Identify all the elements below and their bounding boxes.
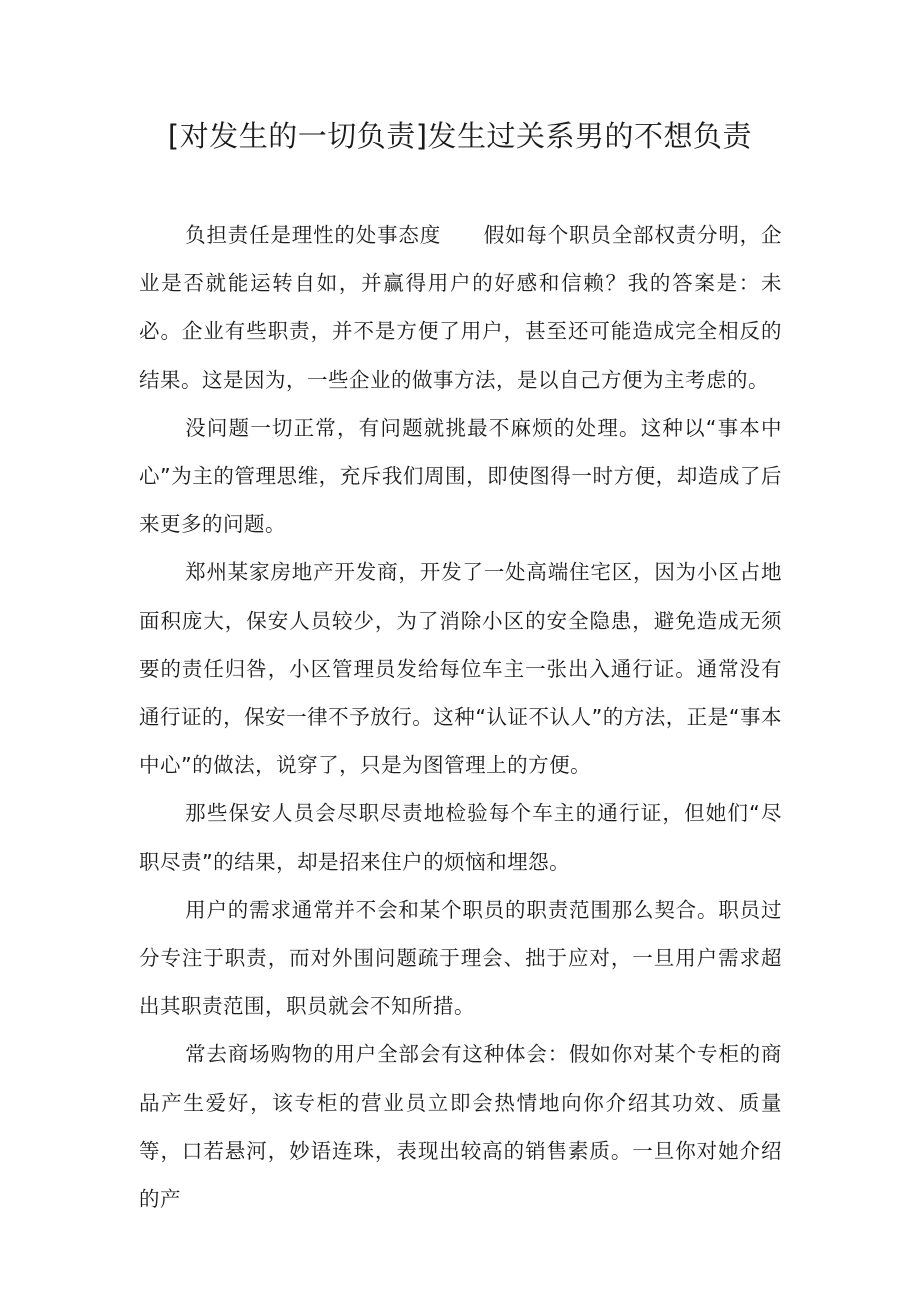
paragraph: 那些保安人员会尽职尽责地检验每个车主的通行证，但她们“尽职尽责”的结果，却是招来住户的烦恼和埋怨。	[139, 801, 782, 874]
paragraph: 没问题一切正常，有问题就挑最不麻烦的处理。这种以“事本中心”为主的管理思维，充斥我们周围，即使图得一时方便，却造成了后来更多的问题。	[139, 415, 782, 537]
paragraph: 用户的需求通常并不会和某个职员的职责范围那么契合。职员过分专注于职责，而对外围问题疏于理会、拙于应对，一旦用户需求超出其职责范围，职员就会不知所措。	[139, 897, 782, 1019]
paragraph: 负担责任是理性的处事态度 假如每个职员全部权责分明，企业是否就能运转自如，并赢得用户的好感和信赖？我的答案是：未必。企业有些职责，并不是方便了用户，甚至还可能造成完全相反的结果。这是因为，一些企业的做事方法，是以自己方便为主考虑的。	[139, 223, 782, 392]
paragraph: 郑州某家房地产开发商，开发了一处高端住宅区，因为小区占地面积庞大，保安人员较少，为了消除小区的安全隐患，避免造成无须要的责任归咎，小区管理员发给每位车主一张出入通行证。通常没有通行证的，保安一律不予放行。这种“认证不认人”的方法，正是“事本中心”的做法，说穿了，只是为图管理上的方便。	[139, 560, 782, 778]
document-body	[139, 211, 782, 1223]
document-title: [对发生的一切负责]发生过关系男的不想负责	[167, 119, 753, 153]
paragraph: 常去商场购物的用户全部会有这种体会：假如你对某个专柜的商品产生爱好，该专柜的营业员立即会热情地向你介绍其功效、质量等，口若悬河，妙语连珠，表现出较高的销售素质。一旦你对她介绍的产	[139, 1042, 782, 1212]
